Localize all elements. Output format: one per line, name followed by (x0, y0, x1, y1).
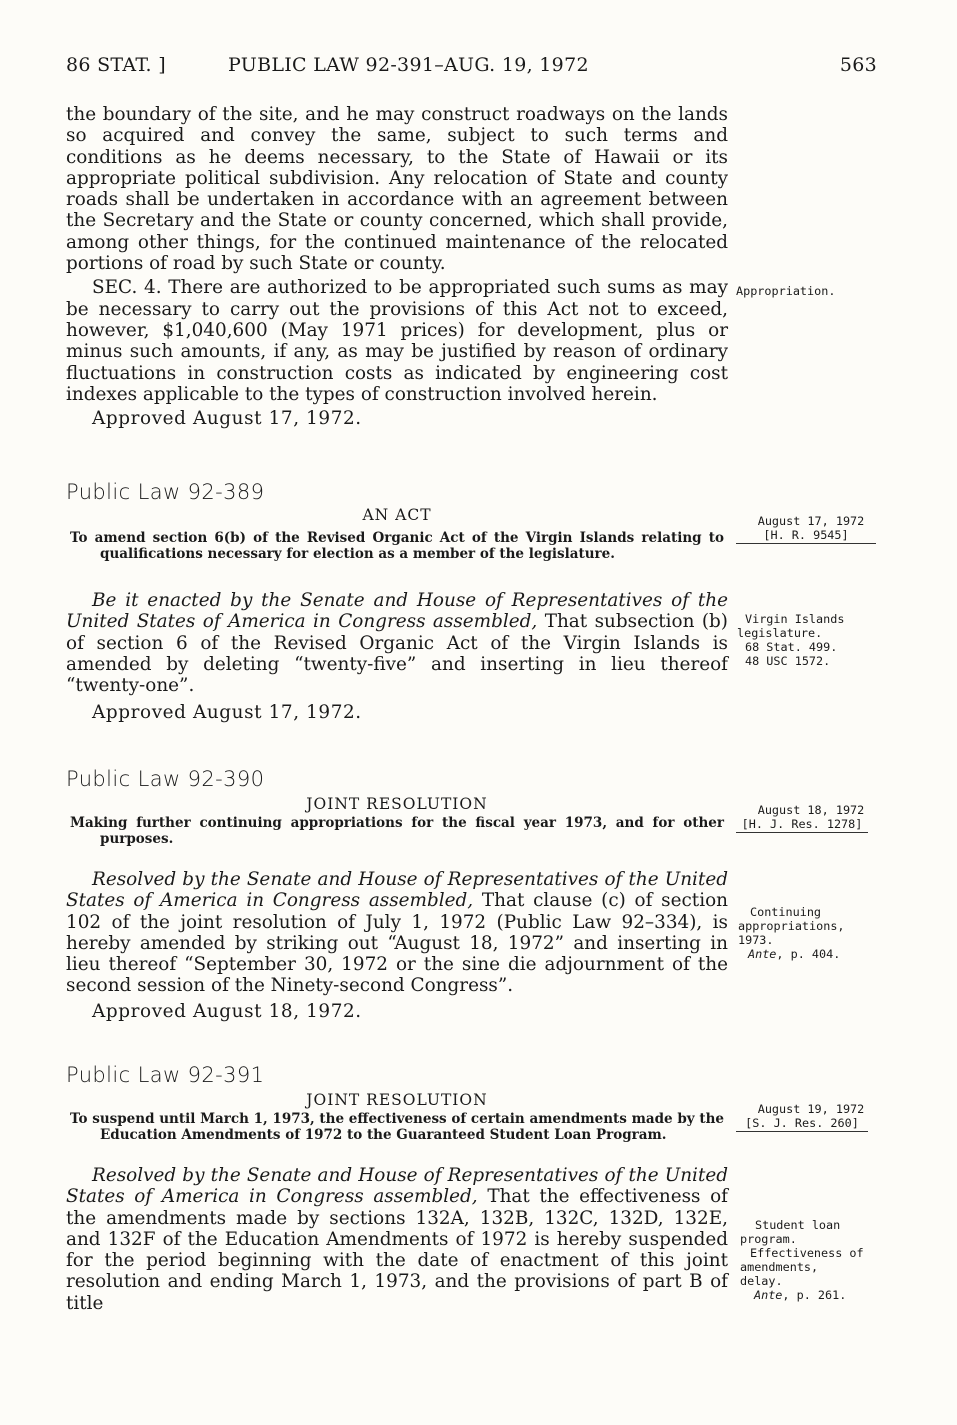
margin-line (754, 1288, 890, 1302)
public-law-92-389 (66, 480, 728, 724)
act-text: That subsection (b) of section 6 of the Revised Organic Act of the Virgin Islands is amended by deleting “twenty-five” and inserting in lieu thereof “twenty-one”. (66, 611, 728, 697)
law-391-margin-notes (740, 1218, 890, 1302)
margin-line: 68 Stat. 499. (745, 640, 838, 654)
page-ref: , p. 261. (782, 1288, 847, 1302)
law-390-bill: [H. J. Res. 1278] (736, 817, 868, 833)
margin-line: legislature. (737, 626, 823, 640)
resolution-text: That the effectiveness of the amendments made by sections 132A, 132B, 132C, 132D, 132E, and 132F of the Education Amendments of 1972 is hereby suspended for the period beginning with the date of enactment of this joint resolution and ending March 1, 1973, and the provisions of part B of title (66, 1186, 728, 1314)
section-4-text: There are authorized to be appropriated such sums as may be necessary to carry out the provisions of this Act not to exceed, however, $1,040,600 (May 1971 prices) for development, plus or minus such amounts, if any, as may be justified by reason of ordinary fluctuations in construction costs as indicated by engineering cost indexes applicable to the types of construction involved herein. (66, 277, 728, 405)
law-390-date: August 18, 1972 (757, 803, 865, 817)
section-4-label: SEC. 4. (92, 277, 162, 299)
margin-line: Virgin Islands (745, 612, 845, 626)
law-389-bill: [H. R. 9545] (736, 528, 876, 544)
continued-paragraph: the boundary of the site, and he may construct roadways on the lands so acquired and convey the same, subject to such terms and conditions as he deems necessary, to the State of Hawaii or its appropriate political subdivision. Any relocation of State and county roads shall be undertaken in accordance with an agreement between the Secretary and the State or county concerned, which shall provide, among other things, for the continued maintenance of the relocated portions of road by such State or county. (66, 104, 728, 275)
ante-ref: Ante (748, 947, 777, 961)
margin-line: 48 USC 1572. (745, 654, 831, 668)
act-type: AN ACT (362, 506, 432, 524)
margin-line: Effectiveness of (750, 1246, 864, 1260)
public-law-92-390 (66, 767, 728, 1023)
page-ref: , p. 404. (776, 947, 841, 961)
approved-line: Approved August 18, 1972. (92, 1000, 362, 1022)
resolving-clause: Resolved by the Senate and House of Representatives of the United States of America in Congress assembled, (66, 869, 728, 912)
resolution-text: That clause (c) of section 102 of the joint resolution of July 1, 1972 (Public Law 92–334), is hereby amended by striking out “August 18, 1972” and inserting in lieu thereof “September 30, 1972 or the sine die adjournment of the second session of the Ninety-second Congress”. (66, 890, 728, 997)
public-law-92-391 (66, 1063, 728, 1314)
margin-line: program. (740, 1232, 797, 1246)
margin-line: delay. (740, 1274, 783, 1288)
resolution-body (66, 869, 728, 997)
margin-line (748, 947, 888, 961)
law-title: Public Law 92-390 (66, 767, 265, 791)
law-title: Public Law 92-391 (66, 1063, 265, 1087)
act-description: Making further continuing appropriations for the fiscal year 1973, and for other purposes. (70, 815, 724, 847)
margin-line: amendments, (740, 1260, 819, 1274)
margin-line: Student loan (755, 1218, 841, 1232)
margin-line: appropriations, (738, 919, 845, 933)
enacting-clause: Be it enacted by the Senate and House of Representatives of the United States of America in Congress assembled, (66, 590, 728, 633)
margin-line: Continuing (750, 905, 822, 919)
continued-section (66, 104, 728, 430)
running-header (66, 54, 877, 84)
margin-line: 1973. (738, 933, 774, 947)
header-title: PUBLIC LAW 92-391–AUG. 19, 1972 (228, 54, 589, 76)
page-number: 563 (839, 54, 877, 76)
law-389-margin-notes (737, 612, 895, 668)
resolution-body (66, 1165, 728, 1314)
resolving-clause: Resolved by the Senate and House of Representatives of the United States of America in Congress assembled, (66, 1165, 728, 1208)
approved-line: Approved August 17, 1972. (92, 702, 362, 724)
statute-volume: 86 STAT. ] (66, 54, 166, 76)
law-390-margin-notes (738, 905, 888, 961)
act-description: To amend section 6(b) of the Revised Organic Act of the Virgin Islands relating to qualifications necessary for election as a member of the legislature. (70, 530, 724, 562)
act-type: JOINT RESOLUTION (306, 795, 488, 813)
law-391-bill: [S. J. Res. 260] (736, 1116, 868, 1132)
act-description: To suspend until March 1, 1973, the effectiveness of certain amendments made by the Education Amendments of 1972 to the Guaranteed Student Loan Program. (70, 1111, 724, 1143)
section-4-paragraph (66, 277, 728, 405)
act-body (66, 590, 728, 696)
margin-note-appropriation: Appropriation. (736, 284, 836, 298)
approved-line: Approved August 17, 1972. (92, 408, 362, 430)
law-389-date: August 17, 1972 (757, 514, 865, 528)
act-type: JOINT RESOLUTION (306, 1091, 488, 1109)
ante-ref: Ante (754, 1288, 783, 1302)
law-391-date: August 19, 1972 (757, 1102, 865, 1116)
law-title: Public Law 92-389 (66, 480, 265, 504)
